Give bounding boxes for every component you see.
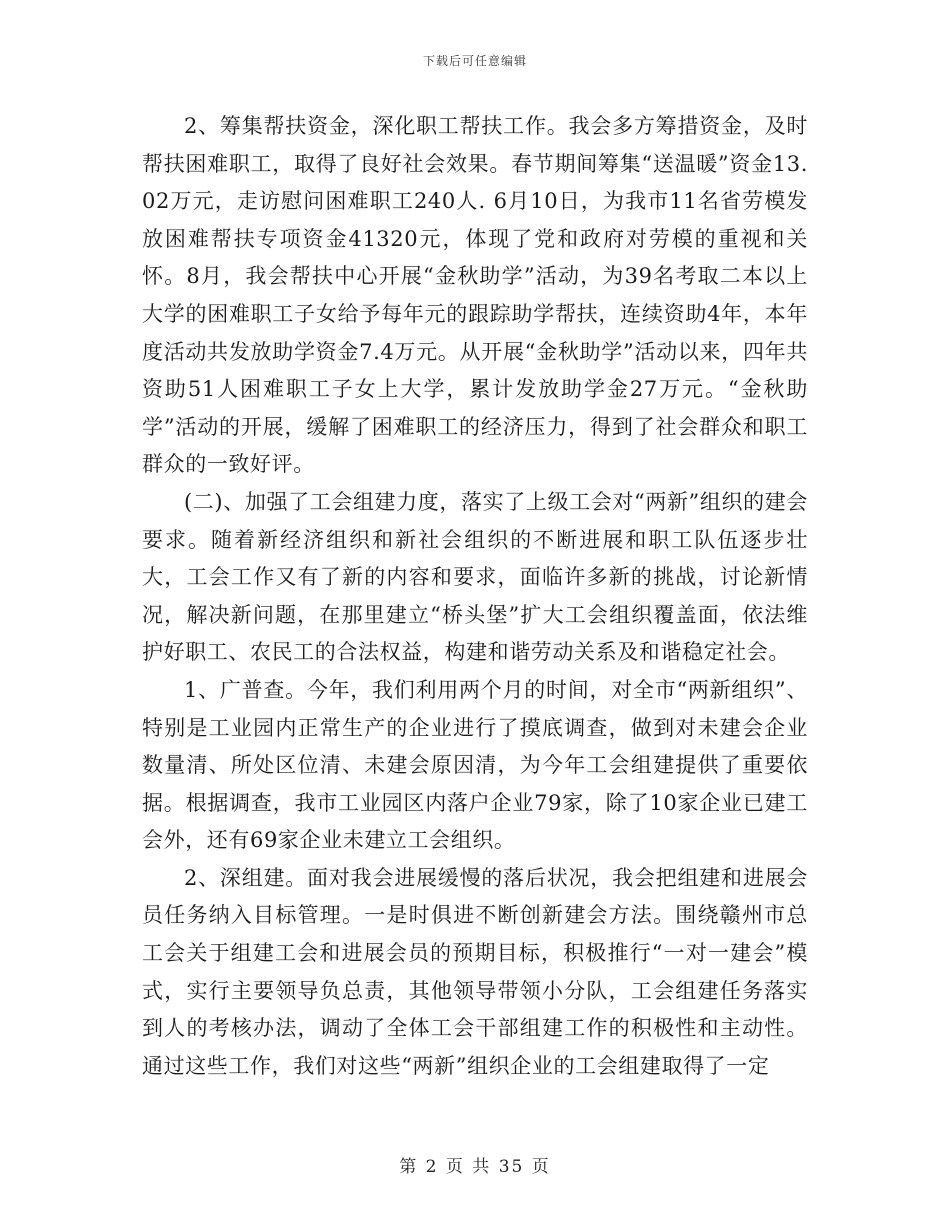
paragraph-union-building: (二)、加强了工会组建力度，落实了上级工会对“两新”组织的建会要求。随着新经济组织和新社会组织的不断进展和职工队伍逐步壮大，工会工作又有了新的内容和要求，面临许多新的挑战，讨论新情况，解决新问题，在那里建立“桥头堡”扩大工会组织覆盖面，依法维护好职工、农民工的合法权益，构建和谐劳动关系及和谐稳定社会。 [142,489,808,665]
page-number: 第 2 页 共 35 页 [399,1157,551,1177]
paragraph-deep-organization: 2、深组建。面对我会进展缓慢的落后状况，我会把组建和进展会员任务纳入目标管理。一是时俱进不断创新建会方法。围绕赣州市总工会关于组建工会和进展会员的预期目标，积极推行“一对一建会”模式，实行主要领导负总责，其他领导带领小分队，工会组建任务落实到人的考核办法，调动了全体工会干部组建工作的积极性和主动性。通过这些工作，我们对这些“两新”组织企业的工会组建取得了一定 [142,865,808,1078]
page-header: 下载后可任意编辑 [422,54,527,68]
document-body [142,108,808,1085]
paragraph-survey: 1、广普查。今年，我们利用两个月的时间，对全市“两新组织”、特别是工业园内正常生产的企业进行了摸底调查，做到对未建会企业数量清、所处区位清、未建会原因清，为今年工会组建提供了重要依据。根据调查，我市工业园区内落户企业79家，除了10家企业已建工会外，还有69家企业未建立工会组织。 [142,677,808,853]
paragraph-funding-support: 2、筹集帮扶资金，深化职工帮扶工作。我会多方筹措资金，及时帮扶困难职工，取得了良好社会效果。春节期间筹集“送温暖”资金13.02万元，走访慰问困难职工240人. 6月10日，为我市11名省劳模发放困难帮扶专项资金41320元，体现了党和政府对劳模的重视和关怀。8月，我会帮扶中心开展“金秋助学”活动，为39名考取二本以上大学的困难职工子女给予每年元的跟踪助学帮扶，连续资助4年，本年度活动共发放助学资金7.4万元。从开展“金秋助学”活动以来，四年共资助51人困难职工子女上大学，累计发放助学金27万元。“金秋助学”活动的开展，缓解了困难职工的经济压力，得到了社会群众和职工群众的一致好评。 [142,114,808,477]
